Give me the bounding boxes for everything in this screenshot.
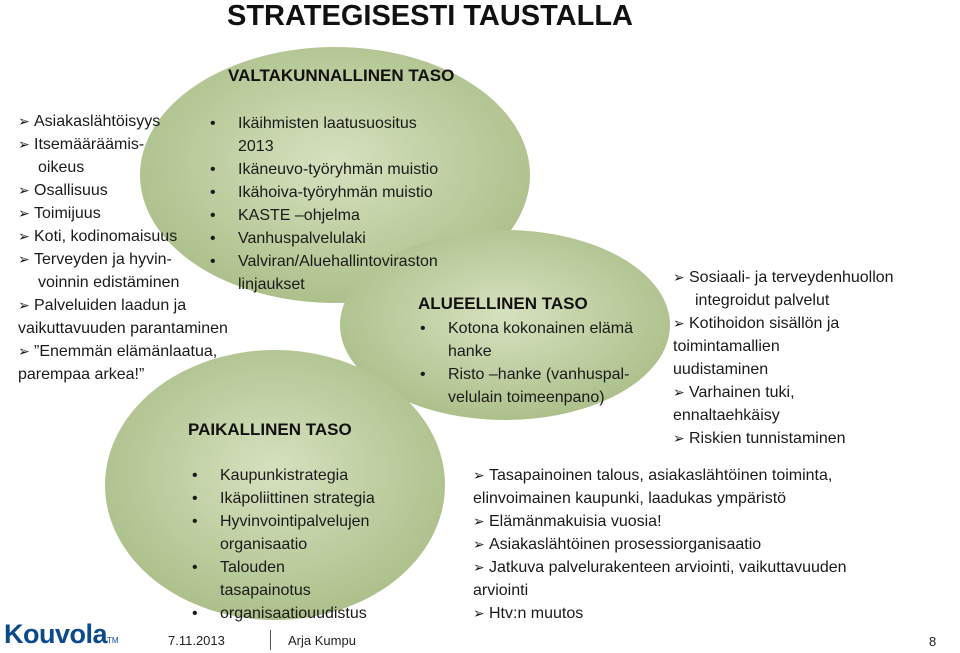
local-goals-list (473, 464, 847, 625)
list-item-text: Ikähoiva-työryhmän muistio (238, 184, 433, 201)
list-item-text: Ikäpoliittinen strategia (220, 490, 375, 507)
list-item-text: Palveluiden laadun ja (34, 297, 187, 314)
list-item-text: velulain toimeenpano) (448, 389, 605, 406)
list-item (190, 464, 375, 487)
list-item-text: Tasapainoinen talous, asiakaslähtöinen toiminta, (489, 467, 833, 484)
local-level-heading: PAIKALLINEN TASO (188, 420, 352, 439)
list-item (673, 289, 894, 312)
bullet-icon: • (210, 230, 216, 247)
arrow-bullet-icon: ➢ (473, 605, 485, 621)
list-item-text: ennaltaehkäisy (673, 407, 780, 424)
list-item-text: toimintamallien (673, 338, 780, 355)
bullet-icon: • (192, 490, 198, 507)
list-item (673, 312, 894, 335)
list-item (208, 135, 438, 158)
bullet-icon: • (420, 320, 426, 337)
list-item (18, 202, 228, 225)
bullet-icon: • (192, 513, 198, 530)
arrow-bullet-icon: ➢ (473, 536, 485, 552)
footer-date: 7.11.2013 (168, 633, 225, 648)
list-item-text: tasapainotus (220, 582, 311, 599)
arrow-bullet-icon: ➢ (673, 384, 685, 400)
list-item (190, 533, 375, 556)
page-number: 8 (929, 634, 937, 649)
regional-level-heading: ALUEELLINEN TASO (418, 294, 588, 313)
list-item (18, 156, 228, 179)
arrow-bullet-icon: ➢ (673, 269, 685, 285)
list-item (18, 225, 228, 248)
list-item-text: Asiakaslähtöinen prosessiorganisaatio (489, 536, 762, 553)
arrow-bullet-icon: ➢ (18, 228, 30, 244)
national-level-list (208, 112, 438, 296)
arrow-bullet-icon: ➢ (18, 182, 30, 198)
list-item-text: hanke (448, 343, 492, 360)
list-item-text: Ikäneuvo-työryhmän muistio (238, 161, 439, 178)
list-item (208, 227, 438, 250)
list-item (18, 363, 228, 386)
list-item (673, 427, 894, 450)
list-item (190, 579, 375, 602)
list-item-text: Toimijuus (34, 205, 101, 222)
list-item (18, 110, 228, 133)
list-item (418, 340, 633, 363)
footer-divider (270, 630, 271, 650)
list-item (18, 294, 228, 317)
list-item-text: linjaukset (238, 276, 305, 293)
list-item-text: integroidut palvelut (695, 292, 830, 309)
list-item (208, 273, 438, 296)
arrow-bullet-icon: ➢ (18, 251, 30, 267)
arrow-bullet-icon: ➢ (18, 205, 30, 221)
list-item (18, 271, 228, 294)
footer-author: Arja Kumpu (288, 633, 356, 648)
list-item-text: uudistaminen (673, 361, 769, 378)
list-item (190, 602, 375, 625)
list-item (473, 464, 847, 487)
list-item (473, 533, 847, 556)
list-item-text: Valviran/Aluehallintoviraston (238, 253, 438, 270)
arrow-bullet-icon: ➢ (18, 136, 30, 152)
list-item-text: voinnin edistäminen (38, 274, 180, 291)
list-item (418, 363, 633, 386)
list-item-text: elinvoimainen kaupunki, laadukas ympäristö (473, 490, 787, 507)
list-item (473, 487, 847, 510)
list-item (673, 404, 894, 427)
list-item-text: Varhainen tuki, (689, 384, 795, 401)
list-item (473, 602, 847, 625)
list-item-text: organisaatio (220, 536, 308, 553)
list-item-text: Kotihoidon sisällön ja (689, 315, 840, 332)
kouvola-logo (4, 619, 119, 650)
list-item-text: Risto –hanke (vanhuspal- (448, 366, 630, 383)
list-item (208, 250, 438, 273)
list-item-text: vaikuttavuuden parantaminen (18, 320, 228, 337)
list-item (208, 181, 438, 204)
list-item-text: Htv:n muutos (489, 605, 584, 622)
arrow-bullet-icon: ➢ (673, 430, 685, 446)
bullet-icon: • (210, 184, 216, 201)
list-item (208, 158, 438, 181)
list-item-text: Kotona kokonainen elämä (448, 320, 634, 337)
list-item (208, 204, 438, 227)
page-title: STRATEGISESTI TAUSTALLA (227, 0, 633, 32)
list-item (673, 358, 894, 381)
list-item (190, 510, 375, 533)
list-item (673, 381, 894, 404)
list-item-text: oikeus (38, 159, 85, 176)
bullet-icon: • (210, 253, 216, 270)
list-item (473, 556, 847, 579)
list-item-text: Elämänmakuisia vuosia! (489, 513, 662, 530)
list-item-text: Asiakaslähtöisyys (34, 113, 161, 130)
local-level-list (190, 464, 375, 625)
bullet-icon: • (192, 467, 198, 484)
values-list (18, 110, 228, 386)
list-item-text: Osallisuus (34, 182, 108, 199)
list-item (473, 579, 847, 602)
list-item-text: Koti, kodinomaisuus (34, 228, 178, 245)
list-item-text: Hyvinvointipalvelujen (220, 513, 370, 530)
list-item-text: Riskien tunnistaminen (689, 430, 846, 447)
list-item (418, 386, 633, 409)
list-item-text: Itsemääräämis- (34, 136, 145, 153)
regional-level-list (418, 317, 633, 409)
list-item (208, 112, 438, 135)
list-item-text: 2013 (238, 138, 274, 155)
bullet-icon: • (192, 559, 198, 576)
arrow-bullet-icon: ➢ (18, 297, 30, 313)
list-item (418, 317, 633, 340)
list-item-text: organisaatiouudistus (220, 605, 367, 622)
list-item-text: Kaupunkistrategia (220, 467, 349, 484)
list-item (190, 556, 375, 579)
bullet-icon: • (210, 115, 216, 132)
logo-trademark: TM (107, 636, 119, 645)
list-item (190, 487, 375, 510)
list-item (18, 248, 228, 271)
bullet-icon: • (192, 605, 198, 622)
list-item-text: parempaa arkea!” (18, 366, 145, 383)
list-item (18, 317, 228, 340)
list-item (18, 133, 228, 156)
list-item-text: KASTE –ohjelma (238, 207, 360, 224)
arrow-bullet-icon: ➢ (673, 315, 685, 331)
list-item (673, 266, 894, 289)
list-item-text: Vanhuspalvelulaki (238, 230, 366, 247)
regional-goals-list (673, 266, 894, 450)
list-item-text: Jatkuva palvelurakenteen arviointi, vaikuttavuuden (489, 559, 847, 576)
bullet-icon: • (210, 161, 216, 178)
list-item-text: Ikäihmisten laatusuositus (238, 115, 417, 132)
bullet-icon: • (210, 207, 216, 224)
list-item (18, 340, 228, 363)
list-item-text: Sosiaali- ja terveydenhuollon (689, 269, 894, 286)
list-item (18, 179, 228, 202)
bullet-icon: • (420, 366, 426, 383)
list-item-text: Talouden (220, 559, 285, 576)
national-level-heading: VALTAKUNNALLINEN TASO (228, 66, 455, 85)
list-item-text: ”Enemmän elämänlaatua, (34, 343, 218, 360)
list-item-text: arviointi (473, 582, 529, 599)
list-item-text: Terveyden ja hyvin- (34, 251, 172, 268)
logo-text: Kouvola (4, 619, 108, 649)
list-item (473, 510, 847, 533)
arrow-bullet-icon: ➢ (473, 513, 485, 529)
arrow-bullet-icon: ➢ (473, 467, 485, 483)
list-item (673, 335, 894, 358)
arrow-bullet-icon: ➢ (18, 113, 30, 129)
arrow-bullet-icon: ➢ (18, 343, 30, 359)
arrow-bullet-icon: ➢ (473, 559, 485, 575)
